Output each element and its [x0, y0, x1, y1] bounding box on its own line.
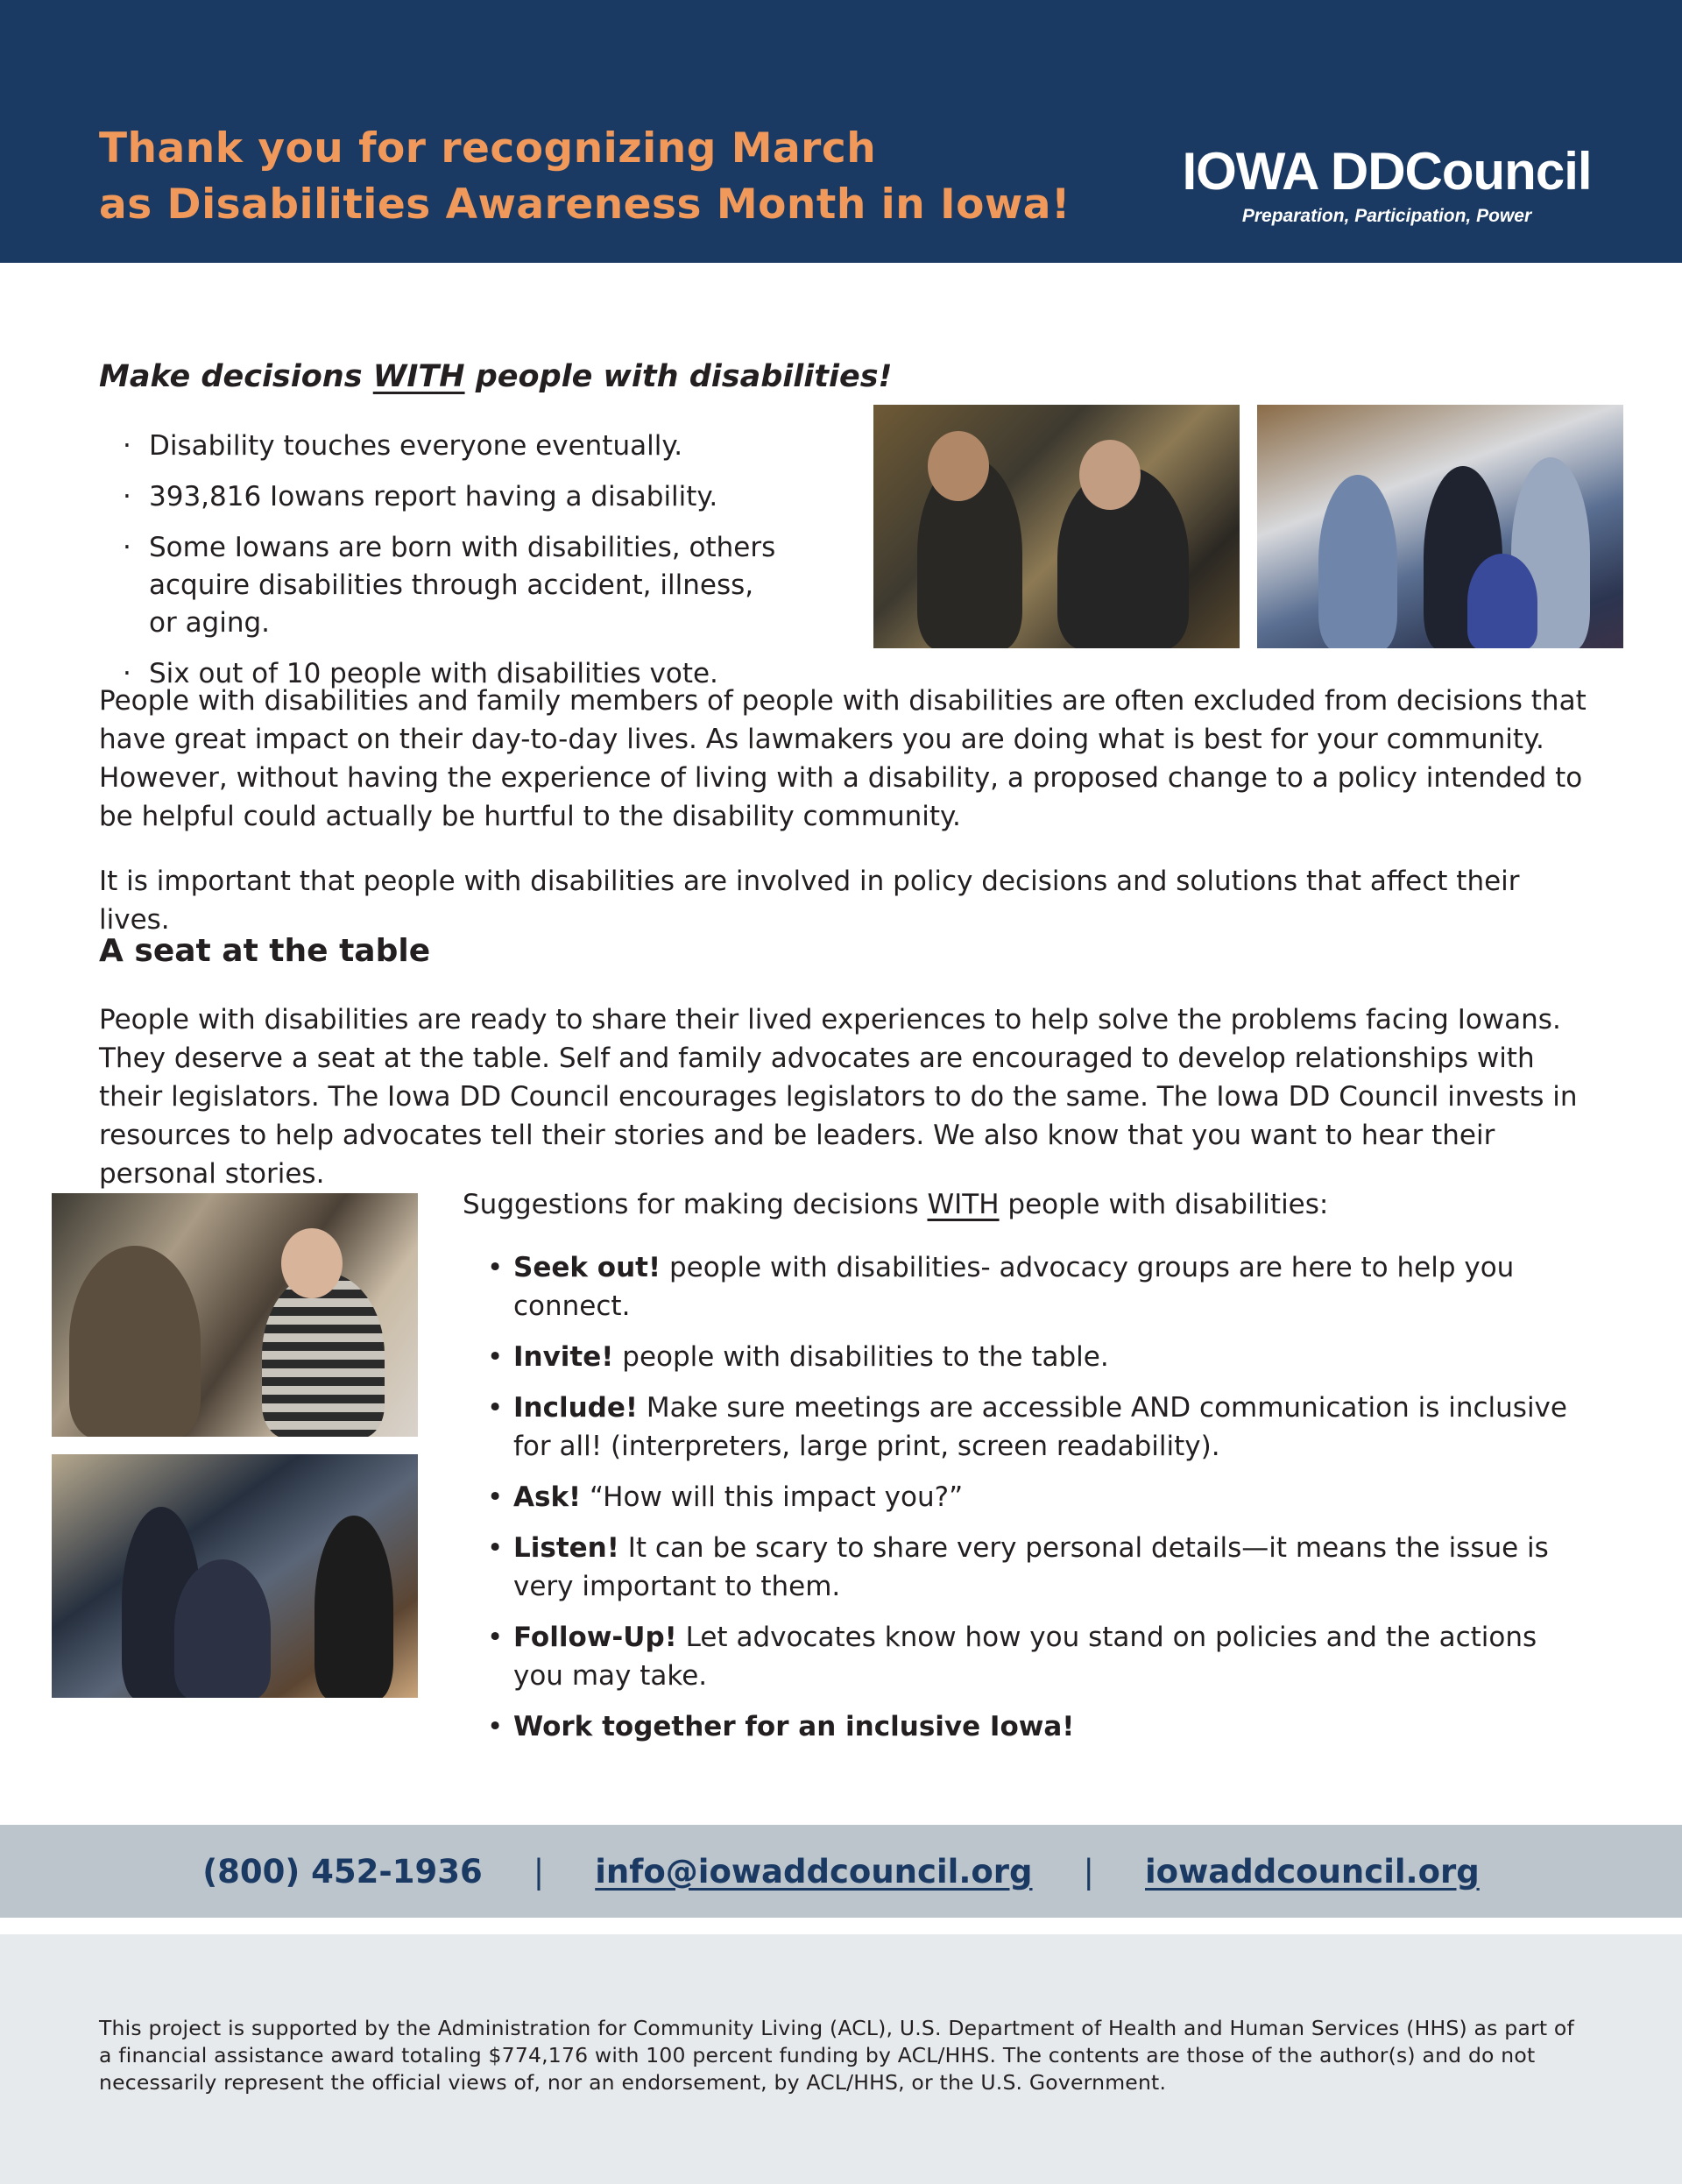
footer — [0, 1934, 1682, 2184]
title-line-1: Thank you for recognizing March — [99, 124, 877, 173]
suggestion-keyword: Seek out! — [513, 1252, 661, 1283]
logo-text: IOWA DDCouncil — [1182, 142, 1592, 201]
suggestions-text-start: Suggestions for making decisions — [463, 1189, 928, 1220]
section-heading-seat: A seat at the table — [99, 933, 431, 969]
heading-text-start: Make decisions — [99, 359, 373, 394]
suggestion-text: people with disabilities- advocacy groups are here to help you connect. — [513, 1252, 1515, 1322]
contact-separator: | — [533, 1852, 545, 1891]
heading-text-end: people with disabilities! — [464, 359, 893, 394]
email-link[interactable]: info@iowaddcouncil.org — [595, 1852, 1033, 1891]
phone-number[interactable]: (800) 452-1936 — [202, 1852, 483, 1891]
fact-item: · Some Iowans are born with disabilities, others acquire disabilities through accident, illness, or aging. — [123, 529, 780, 642]
section-heading-decisions — [99, 359, 893, 394]
seat-paragraph: People with disabilities are ready to share their lived experiences to help solve the problems facing Iowans. They deserve a seat at the table. Self and family advocates are encouraged to develop relationships with their legislators. The Iowa DD Council encourages legislators to do the same. The Iowa DD Council invests in resources to help advocates tell their stories and be leaders. We also know that you want to hear their personal stories. — [99, 1004, 1578, 1190]
suggestion-item — [487, 1478, 1573, 1516]
suggestions-list — [487, 1248, 1573, 1758]
suggestion-keyword: Ask! — [513, 1481, 582, 1513]
suggestion-text: people with disabilities to the table. — [613, 1341, 1109, 1373]
website-link[interactable]: iowaddcouncil.org — [1145, 1852, 1480, 1891]
intro-paragraph: People with disabilities and family members of people with disabilities are often excluded from decisions that have great impact on their day-to-day lives. As lawmakers you are doing what is best for your community. However, without having the experience of living with a disability, a proposed change to a policy intended to be helpful could actually be hurtful to the disability community. — [99, 685, 1587, 832]
funding-disclaimer: This project is supported by the Administration for Community Living (ACL), U.S. Department of Health and Human Services (HHS) as part of a financial assistance award totaling $774,176 with 100 percent funding by ACL/HHS. The contents are those of the author(s) and do not necessarily represent the official views of, nor an endorsement, by ACL/HHS, or the U.S. Government. — [99, 2016, 1574, 2095]
contact-separator: | — [1083, 1852, 1094, 1891]
facts-list — [123, 428, 876, 706]
importance-paragraph: It is important that people with disabilities are involved in policy decisions and solutions that affect their lives. — [99, 866, 1520, 936]
suggestion-keyword: Work together for an inclusive Iowa! — [513, 1711, 1075, 1742]
suggestion-keyword: Listen! — [513, 1532, 619, 1564]
photo-legislators-talking — [873, 405, 1240, 648]
contact-bar — [0, 1825, 1682, 1918]
suggestions-emphasis: WITH — [927, 1189, 1000, 1220]
fact-item: · Disability touches everyone eventually. — [123, 428, 876, 465]
suggestion-item — [487, 1248, 1573, 1325]
suggestion-text: Make sure meetings are accessible AND communication is inclusive for all! (interpreters, large print, screen readability). — [513, 1392, 1567, 1462]
suggestion-item — [487, 1707, 1573, 1746]
suggestions-intro — [463, 1185, 1328, 1224]
page-title — [99, 121, 1071, 233]
heading-emphasis: WITH — [372, 359, 465, 394]
suggestions-text-end: people with disabilities: — [999, 1189, 1329, 1220]
suggestion-item — [487, 1389, 1573, 1466]
suggestion-item — [487, 1618, 1573, 1695]
title-line-2: as Disabilities Awareness Month in Iowa! — [99, 180, 1071, 229]
iowa-ddcouncil-logo — [1181, 143, 1593, 229]
suggestion-keyword: Follow-Up! — [513, 1622, 677, 1653]
fact-item: · 393,816 Iowans report having a disability. — [123, 478, 876, 516]
suggestion-keyword: Include! — [513, 1392, 639, 1424]
suggestion-item — [487, 1338, 1573, 1376]
photo-capitol-advocates — [52, 1454, 418, 1698]
suggestion-item — [487, 1529, 1573, 1606]
suggestion-text: “How will this impact you?” — [581, 1481, 964, 1513]
suggestion-text: Let advocates know how you stand on policies and the actions you may take. — [513, 1622, 1537, 1692]
suggestion-text: It can be scary to share very personal details—it means the issue is very important to them. — [513, 1532, 1549, 1602]
header-banner — [0, 0, 1682, 263]
logo-tagline: Preparation, Participation, Power — [1241, 206, 1532, 226]
photo-conversation — [52, 1193, 418, 1437]
suggestion-keyword: Invite! — [513, 1341, 614, 1373]
photo-group-advocates — [1257, 405, 1623, 648]
fact-item: · Six out of 10 people with disabilities vote. — [123, 655, 876, 693]
